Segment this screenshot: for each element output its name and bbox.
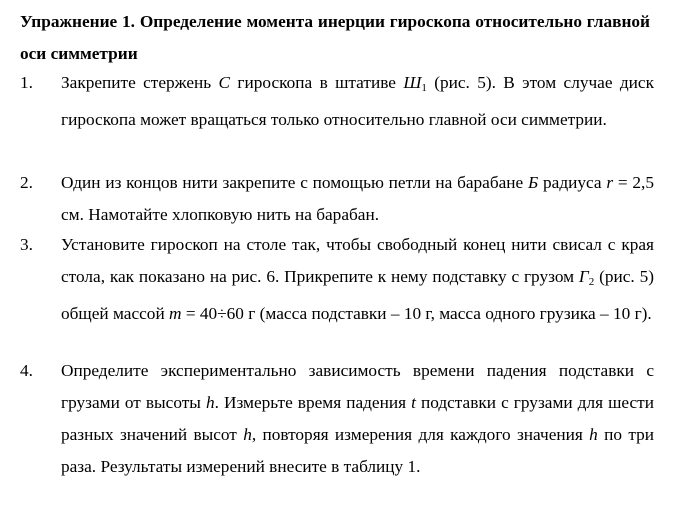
item-number: 4.	[20, 361, 33, 380]
item-text: Определите экспериментально зависимость времени падения подставки с грузами от высоты h. Измерьте время падения t подставки с грузами для шести разных значений высот h, повторяя измерения для каждого значения h по три раза. Результаты измерений внесите в таблицу 1.	[61, 361, 654, 476]
exercise-title: Упражнение 1. Определение момента инерции гироскопа относительно главной оси симметрии	[20, 12, 650, 63]
item-text: Один из концов нити закрепите с помощью петли на барабане Б радиуса r = 2,5 см. Намотайте хлопковую нить на барабан.	[61, 173, 654, 224]
item-number: 1.	[20, 73, 33, 92]
item-number: 2.	[20, 173, 33, 192]
item-text: Установите гироскоп на столе так, чтобы свободный конец нити свисал с края стола, как показано на рис. 6. Прикрепите к нему подставку с грузом $Г_2$ (рис. 5) общей массой m = 40÷60 г (масса подставки – 10 г, масса одного грузика – 10 г).	[61, 235, 654, 323]
item-text: Закрепите стержень С гироскопа в штативе $Ш_1$ (рис. 5). В этом случае диск гироскопа может вращаться только относительно главной оси симметрии.	[61, 73, 654, 129]
item-number: 3.	[20, 235, 33, 254]
